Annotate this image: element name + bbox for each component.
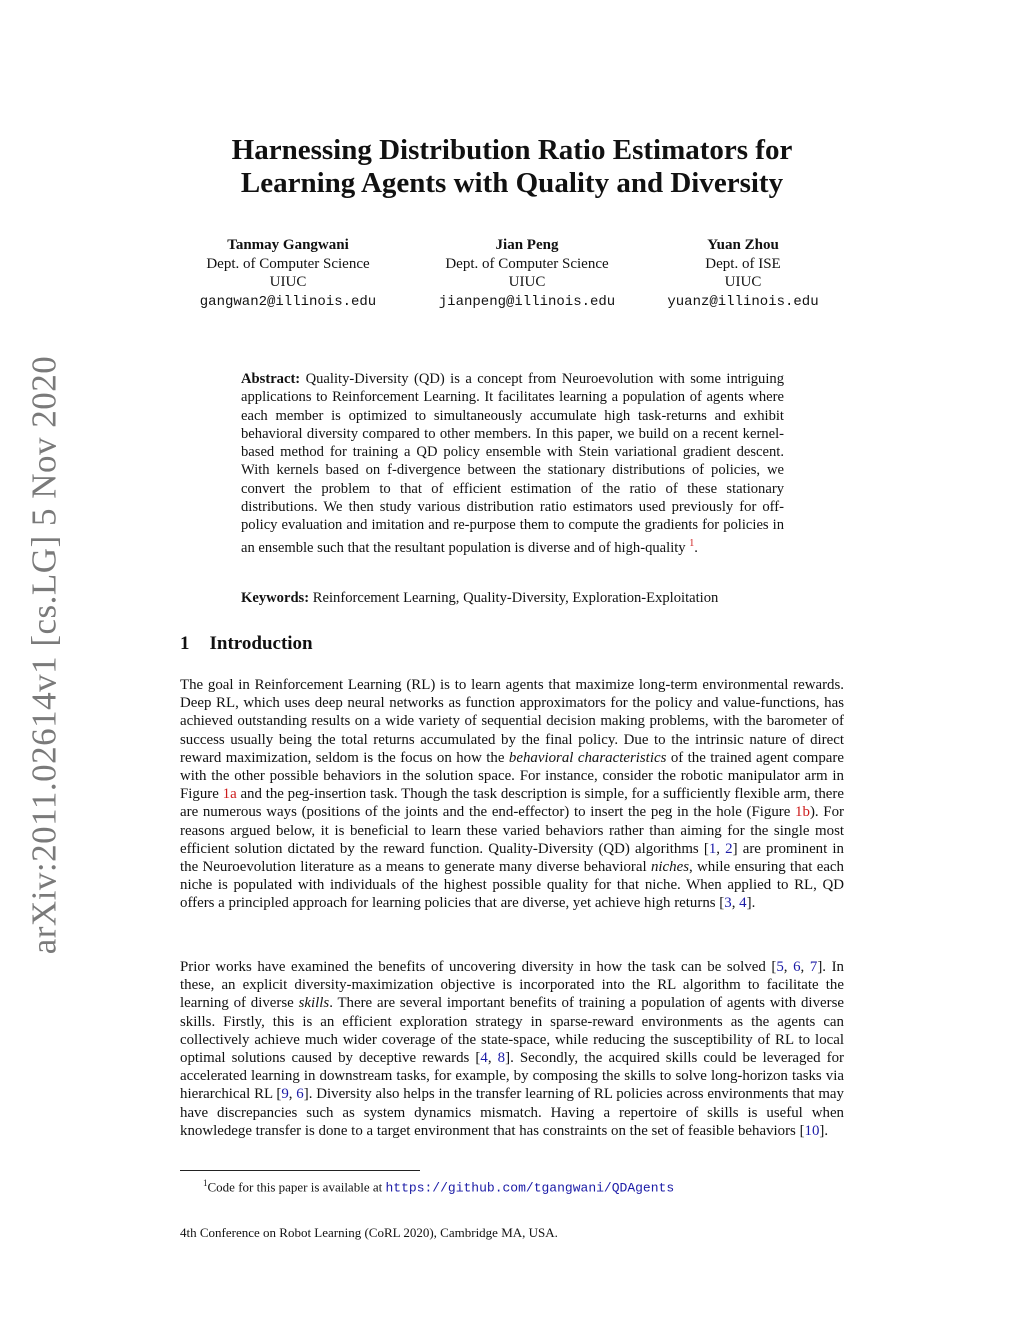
code-url-link[interactable]: https://github.com/tgangwani/QDAgents	[385, 1180, 675, 1196]
citation-link[interactable]: 4	[480, 1050, 488, 1067]
author-name: Jian Peng	[495, 237, 559, 253]
citation-link[interactable]: 4	[739, 895, 747, 912]
keywords	[241, 589, 801, 607]
keywords-label: Keywords:	[241, 590, 310, 606]
section-title: Introduction	[209, 633, 313, 654]
venue-line: 4th Conference on Robot Learning (CoRL 2020), Cambridge MA, USA.	[180, 1225, 558, 1240]
abstract-label: Abstract:	[241, 371, 301, 387]
author-dept: Dept. of Computer Science	[445, 255, 609, 272]
emphasis: behavioral characteristics	[508, 749, 667, 766]
citation-link[interactable]: 9	[281, 1086, 289, 1103]
author-org: UIUC	[724, 274, 762, 290]
footnote-reference[interactable]: 1	[689, 537, 695, 549]
author-dept: Dept. of Computer Science	[206, 255, 370, 272]
author-email[interactable]: jianpeng@illinois.edu	[438, 293, 616, 310]
author-org: UIUC	[508, 274, 546, 290]
footnote-mark: 1	[203, 1178, 208, 1188]
citation-link[interactable]: 1	[708, 840, 717, 857]
citation-link[interactable]: 3	[724, 895, 732, 912]
emphasis: niches	[650, 859, 689, 876]
author-org: UIUC	[269, 274, 307, 290]
intro-paragraph-2: Prior works have examined the benefits of uncovering diversity in how the task can be solved [5, 6, 7]. In these, an explicit diversity-maximization objective is incorporated into the RL algorithm to facilitate the learning of diverse skills. There are several important benefits of training a population of agents with diverse skills. Firstly, this is an efficient exploration strategy in sparse-reward environments as the agents can collectively achieve much wider coverage of the state-space, while reducing the susceptibility of RL to local optimal solutions caused by deceptive rewards [4, 8]. Secondly, the acquired skills could be leveraged for accelerated learning in downstream tasks, for example, by composing the skills to solve long-horizon tasks via hierarchical RL [9, 6]. Diversity also helps in the transfer learning of RL policies across environments that may have discrepancies such as system dynamics mismatch. Having a repertoire of skills is useful when knowledege transfer is done to a target environment that has constraints on the set of feasible behaviors [10].	[180, 959, 845, 1139]
section-number: 1	[180, 633, 190, 654]
citation-link[interactable]: 5	[776, 959, 784, 975]
citation-link[interactable]: 8	[497, 1050, 506, 1067]
citation-link[interactable]: 6	[793, 959, 801, 975]
title-line-1: Harnessing Distribution Ratio Estimators for	[231, 134, 793, 166]
author-3	[652, 236, 834, 311]
footnote-text: Code for this paper is available at	[207, 1179, 383, 1195]
intro-paragraph-1: The goal in Reinforcement Learning (RL) is to learn agents that maximize long-term environmental rewards. Deep RL, which uses deep neural networks as function approximators for the policy and value-functions, has achieved outstanding results on a wide variety of sequential decision making problems, with the barometer of success usually being the total returns accumulated by the final policy. Due to the intrinsic nature of direct reward maximization, seldom is the focus on how the behavioral characteristics of the trained agent compare with the other possible behaviors in the solution space. For instance, consider the robotic manipulator arm in Figure 1a and the peg-insertion task. Though the task description is simple, for a sufficiently flexible arm, there are numerous ways (positions of the joints and the end-effector) to insert the peg in the hole (Figure 1b). For reasons argued below, it is beneficial to learn these varied behaviors rather than aiming for the single most efficient solution dictated by the reward function. Quality-Diversity (QD) algorithms [1, 2] are prominent in the Neuroevolution literature as a means to generate many diverse behavioral niches, while ensuring that each niche is populated with individuals of the highest possible quality for that niche. When applied to RL, QD offers a principled approach for learning policies that are diverse, yet achieve high returns [3, 4].	[180, 677, 844, 912]
author-email[interactable]: yuanz@illinois.edu	[667, 293, 819, 310]
paper-title	[180, 134, 844, 200]
figure-link[interactable]: 1a	[222, 786, 237, 803]
citation-link[interactable]: 7	[809, 959, 818, 975]
author-name: Yuan Zhou	[707, 237, 779, 253]
figure-link[interactable]: 1b	[795, 804, 810, 821]
title-line-2: Learning Agents with Quality and Diversity	[240, 167, 784, 199]
citation-link[interactable]: 10	[804, 1122, 820, 1139]
author-2	[421, 236, 633, 311]
arxiv-side-stamp: arXiv:2011.02614v1 [cs.LG] 5 Nov 2020	[24, 355, 64, 955]
author-email[interactable]: gangwan2@illinois.edu	[199, 293, 377, 310]
citation-link[interactable]: 6	[296, 1086, 304, 1103]
emphasis: skills	[298, 995, 330, 1012]
footnote	[203, 1174, 674, 1197]
citation-link[interactable]: 2	[725, 840, 733, 857]
author-1	[190, 236, 386, 311]
abstract: Abstract: Quality-Diversity (QD) is a concept from Neuroevolution with some intriguing applications to Reinforcement Learning. It facilitates learning a population of agents where each member is optimized to simultaneously accumulate high task-returns and exhibit behavioral diversity compared to other members. In this paper, we build on a recent kernel-based method for training a QD policy ensemble with Stein variational gradient descent. With kernels based on f-divergence between the stationary distributions of policies, we convert the problem to that of efficient estimation of the ratio of these stationary distributions. We then study various distribution ratio estimators used previously for off-policy evaluation and imitation and re-purpose them to compute the gradients for policies in an ensemble such that the resultant population is diverse and of high-quality $^1$.	[241, 371, 784, 556]
keywords-text: Reinforcement Learning, Quality-Diversity, Exploration-Exploitation	[312, 590, 719, 606]
author-name: Tanmay Gangwani	[227, 237, 349, 253]
abstract-text: Quality-Diversity (QD) is a concept from Neuroevolution with some intriguing applications to Reinforcement Learning. It facilitates learning a population of agents where each member is optimized to simultaneously accumulate high task-returns and exhibit behavioral diversity compared to other members. In this paper, we build on a recent kernel-based method for training a QD policy ensemble with Stein variational gradient descent. With kernels based on f-divergence between the stationary distributions of policies, we convert the problem to that of efficient estimation of the ratio of these stationary distributions. We then study various distribution ratio estimators used previously for off-policy evaluation and imitation and re-purpose them to compute the gradients for policies in an ensemble such that the resultant population is diverse and of high-quality	[241, 371, 784, 556]
footnote-divider	[180, 1170, 420, 1171]
author-dept: Dept. of ISE	[705, 255, 781, 272]
section-heading	[180, 633, 313, 655]
